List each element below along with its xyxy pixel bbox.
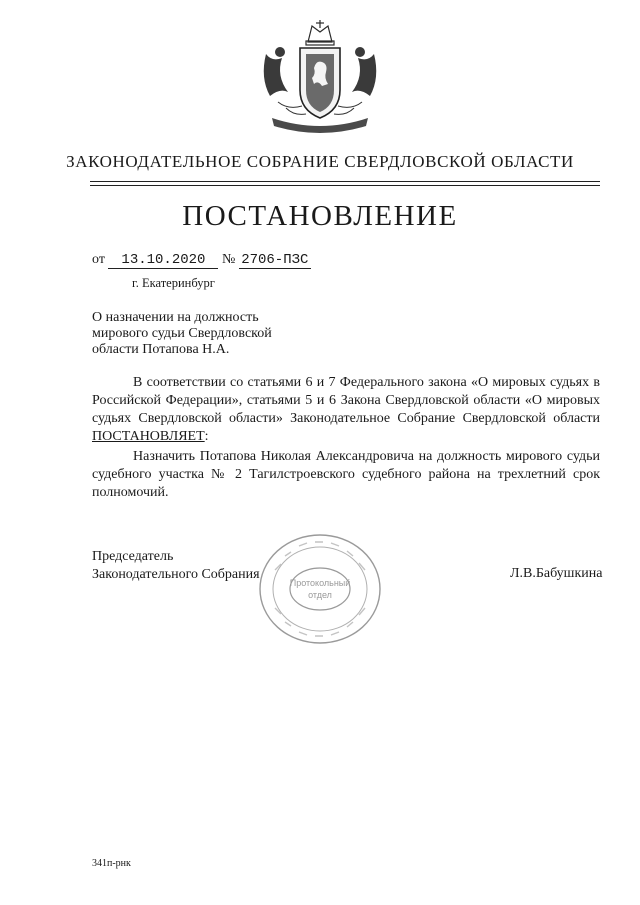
organization-name: ЗАКОНОДАТЕЛЬНОЕ СОБРАНИЕ СВЕРДЛОВСКОЙ ОБЛАСТИ [66, 152, 574, 171]
document-number: 2706-ПЗС [239, 252, 311, 269]
round-stamp-icon [255, 530, 385, 648]
preamble-text: В соответствии со статьями 6 и 7 Федерального закона «О мировых судьях в Российской Федерации», статьями 5 и 6 Закона Свердловской области «О мировых судьях Свердловской области» Законодательное Собрание Свердловской области [92, 375, 600, 426]
resolution-paragraph: Назначить Потапова Николая Александровича на должность мирового судьи судебного участка № 2 Тагилстроевского судебного района на трехлетний срок полномочий. [92, 449, 600, 500]
stamp-inner-text: Протокольный [289, 578, 351, 588]
subject-line: области Потапова Н.А. [92, 342, 230, 357]
subject-line: О назначении на должность [92, 310, 259, 325]
coat-of-arms-icon [258, 18, 382, 136]
document-date: 13.10.2020 [108, 252, 218, 269]
preamble-colon: : [204, 429, 209, 444]
number-sign: № [221, 252, 236, 267]
header-rule-thick [90, 181, 600, 182]
position-line: Председатель [92, 549, 174, 564]
subject-line: мирового судьи Свердловской [92, 326, 272, 341]
stamp-inner-text: отдел [308, 590, 332, 600]
subject-block [92, 310, 272, 358]
date-number-row [92, 252, 311, 269]
preamble-paragraph [92, 374, 600, 446]
signer-name: Л.В.Бабушкина [510, 566, 603, 581]
signature-position [92, 548, 260, 584]
footer-code: 341п-рнк [92, 858, 131, 869]
document-title: ПОСТАНОВЛЕНИЕ [182, 200, 458, 232]
city: г. Екатеринбург [132, 276, 215, 290]
body-text [92, 374, 600, 502]
resolves-keyword: ПОСТАНОВЛЯЕТ [92, 429, 205, 444]
header-rule-thin [90, 185, 600, 186]
position-line: Законодательного Собрания [92, 567, 260, 582]
date-prefix: от [92, 252, 105, 267]
